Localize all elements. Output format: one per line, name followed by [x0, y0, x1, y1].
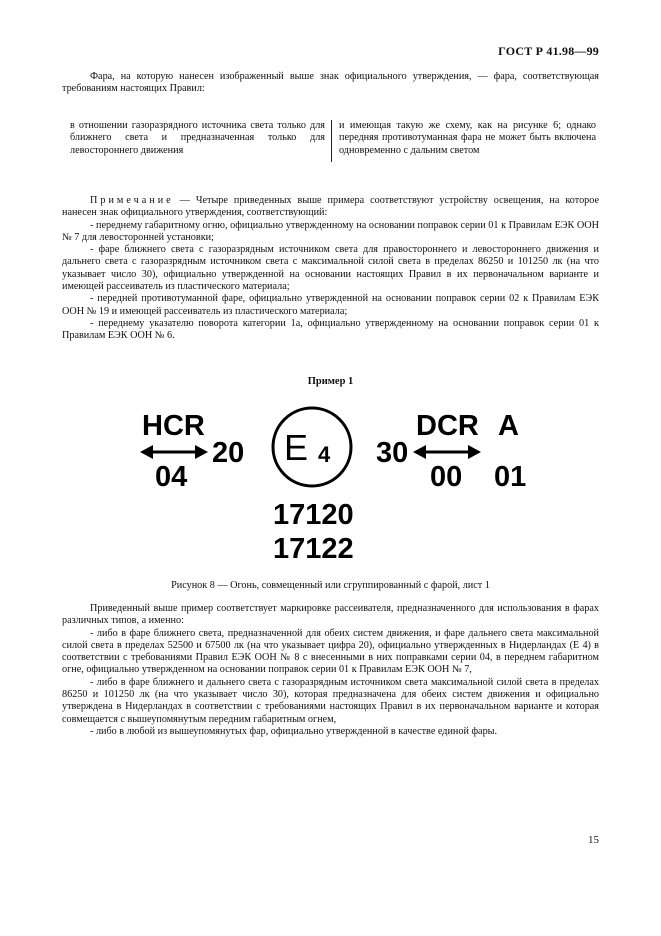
double-arrow-icon: [140, 444, 208, 460]
body-item: - либо в любой из вышеупомянутых фар, официально утвержденной в качестве единой фары.: [90, 725, 498, 737]
two-column-table: [68, 120, 598, 162]
note-item: - переднему габаритному огню, официально утвержденному на основании поправок серии 01 к Правилам ЕЭК ООН № 7 для левосторонней установки;: [62, 219, 599, 243]
hcr-label: HCR: [142, 410, 205, 442]
table-left-cell: в отношении газоразрядного источника света только для ближнего света и предназначенная только для левостороннего движения: [70, 120, 325, 156]
example-title: Пример 1: [307, 376, 354, 387]
figure-caption: Рисунок 8 — Огонь, совмещенный или сгруппированный с фарой, лист 1: [171, 580, 490, 591]
code-17120: 17120: [273, 499, 354, 531]
page-number: 15: [588, 834, 599, 846]
dcr-series-number: 00: [430, 461, 463, 493]
note-first-line: [62, 195, 599, 220]
column-divider: [331, 120, 332, 162]
code-17122: 17122: [273, 533, 354, 565]
note-item: - передней противотуманной фаре, официально утвержденной на основании поправок серии 02 к Правилам ЕЭК ООН № 19 и имеющей рассеиватель из пластического материала;: [62, 293, 599, 317]
body-item: - либо в фаре ближнего света, предназначенной для обеих систем движения, и фаре дальнего света максимальной силой света в пределах 52500 и 67500 лк (на что указывает цифра 20), официально утвержденных в Нидерландах (Е 4) в соответствии с требованиями Правил ЕЭК ООН № 8 с внесенными в них поправками серии 04, в переднем габаритном огне, официально утвержденном на основании поправок серии 01 к Правилам ЕЭК ООН № 7,: [62, 627, 599, 676]
document-code: ГОСТ Р 41.98—99: [498, 44, 599, 58]
dcr-label: DCR: [416, 410, 479, 442]
body-item: - либо в фаре ближнего и дальнего света с газоразрядным источником света максимальной силой света в пределах 86250 и 101250 лк (на что указывает число 30), которая предназначена для обеих систем движения и официально утверждена в Нидерландах в соответствии с требованиями настоящих Правил в их первоначальном варианте и которая совмещается с вышеупомянутым передним габаритным огнем,: [62, 676, 599, 725]
number-20: 20: [212, 437, 245, 469]
body-intro: Приведенный выше пример соответствует маркировке рассеивателя, предназначенного для использования в фарах различных типов, а именно:: [62, 603, 599, 627]
note-label: Примечание: [90, 195, 174, 206]
body-block: [62, 603, 599, 738]
note-item: - фаре ближнего света с газоразрядным источником света для правостороннего и левостороннего движения и дальнего света с газоразрядным источником света с максимальной силой света в пределах 86250 и 101250 лк (на что указывает число 30), официально утвержденной на основании настоящих Правил в их первоначальном варианте и имеющей рассеиватель из пластического материала;: [62, 244, 599, 293]
table-right-cell: и имеющая такую же схему, как на рисунке 6; однако передняя противотуманная фара не может быть включена одновременно с дальним светом: [339, 120, 596, 156]
hcr-series-number: 04: [155, 461, 188, 493]
country-number: 4: [318, 442, 331, 467]
approval-circle-icon: [270, 405, 354, 489]
note-item: - переднему указателю поворота категории 1а, официально утвержденному на основании поправок серии 01 к Правилам ЕЭК ООН № 6.: [62, 317, 599, 342]
note-block: [62, 195, 599, 343]
double-arrow-icon: [413, 444, 481, 460]
note-intro: — Четыре приведенных выше примера соответствуют устройству освещения, на которое нанесен знак официального утверждения, соответствующий:: [62, 195, 599, 219]
a-series-number: 01: [494, 461, 527, 493]
a-label: A: [498, 410, 519, 442]
intro-paragraph: Фара, на которую нанесен изображенный выше знак официального утверждения, — фара, соответствующая требованиям настоящих Правил:: [62, 71, 599, 95]
number-30: 30: [376, 437, 409, 469]
e-letter: E: [284, 427, 309, 468]
